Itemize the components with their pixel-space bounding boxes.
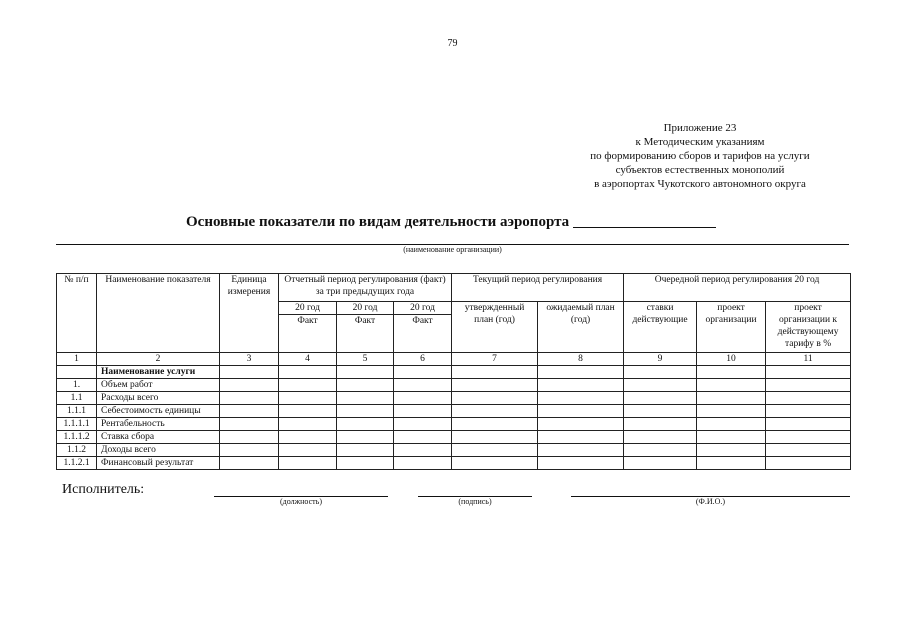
row-code: 1.	[57, 379, 97, 392]
table-row	[57, 431, 851, 444]
appendix-line: субъектов естественных монополий	[615, 164, 785, 176]
table-cell	[394, 418, 452, 431]
table-cell	[624, 418, 697, 431]
row-code: 1.1	[57, 392, 97, 405]
appendix-line: Приложение 23	[663, 122, 737, 134]
table-cell	[337, 444, 394, 457]
position-caption: (должность)	[280, 497, 322, 506]
table-cell	[624, 379, 697, 392]
header-name: Наименование показателя	[97, 274, 220, 353]
table-cell	[220, 418, 279, 431]
table-cell	[452, 379, 538, 392]
table-cell	[279, 418, 337, 431]
appendix-line: по формированию сборов и тарифов на услуги	[590, 150, 810, 162]
header-year-3: 20 год	[394, 302, 452, 315]
table-cell	[394, 405, 452, 418]
row-code: 1.1.2.1	[57, 457, 97, 470]
executor-label: Исполнитель:	[62, 482, 145, 497]
column-number: 10	[697, 353, 766, 366]
page-number: 79	[447, 38, 458, 49]
row-indicator-name: Доходы всего	[97, 444, 220, 457]
table-row	[57, 418, 851, 431]
table-cell	[452, 418, 538, 431]
table-cell	[624, 431, 697, 444]
table-cell	[337, 379, 394, 392]
column-number: 11	[766, 353, 851, 366]
table-row	[57, 392, 851, 405]
table-cell	[337, 431, 394, 444]
organization-name-caption: (наименование организации)	[403, 245, 502, 254]
table-cell	[279, 379, 337, 392]
table-cell	[538, 405, 624, 418]
table-cell	[766, 405, 851, 418]
table-cell	[279, 444, 337, 457]
table-row	[57, 366, 851, 379]
airport-name-blank	[573, 213, 716, 228]
table-cell	[697, 457, 766, 470]
table-cell	[452, 405, 538, 418]
header-org-project: проект организации	[697, 302, 766, 353]
table-cell	[220, 457, 279, 470]
table-cell	[766, 418, 851, 431]
row-indicator-name: Объем работ	[97, 379, 220, 392]
table-cell	[337, 418, 394, 431]
column-number: 9	[624, 353, 697, 366]
header-fact-3: Факт	[394, 315, 452, 353]
table-cell	[394, 379, 452, 392]
indicators-table	[56, 273, 851, 470]
table-cell	[538, 457, 624, 470]
header-expected-plan: ожидаемый план (год)	[538, 302, 624, 353]
header-current-period: Текущий период регулирования	[452, 274, 624, 302]
row-indicator-name: Расходы всего	[97, 392, 220, 405]
table-cell	[220, 444, 279, 457]
table-cell	[337, 366, 394, 379]
table-cell	[697, 405, 766, 418]
table-cell	[697, 379, 766, 392]
table-cell	[697, 444, 766, 457]
table-cell	[697, 418, 766, 431]
header-year-2: 20 год	[337, 302, 394, 315]
table-cell	[394, 392, 452, 405]
signature-caption: (подпись)	[458, 497, 492, 506]
table-cell	[624, 457, 697, 470]
row-indicator-name: Ставка сбора	[97, 431, 220, 444]
column-number: 4	[279, 353, 337, 366]
table-cell	[766, 379, 851, 392]
table-cell	[697, 392, 766, 405]
table-cell	[337, 405, 394, 418]
table-row	[57, 379, 851, 392]
table-cell	[220, 366, 279, 379]
table-cell	[538, 366, 624, 379]
table-cell	[220, 431, 279, 444]
table-cell	[279, 366, 337, 379]
header-num: № п/п	[57, 274, 97, 353]
table-cell	[452, 444, 538, 457]
table-cell	[452, 392, 538, 405]
table-cell	[538, 392, 624, 405]
column-number: 7	[452, 353, 538, 366]
header-year-1: 20 год	[279, 302, 337, 315]
table-cell	[697, 431, 766, 444]
header-fact-1: Факт	[279, 315, 337, 353]
appendix-line: к Методическим указаниям	[635, 136, 765, 148]
table-cell	[766, 431, 851, 444]
table-cell	[394, 366, 452, 379]
table-cell	[337, 457, 394, 470]
table-cell	[538, 431, 624, 444]
table-cell	[624, 366, 697, 379]
table-cell	[624, 392, 697, 405]
table-cell	[279, 431, 337, 444]
table-cell	[624, 405, 697, 418]
table-cell	[220, 392, 279, 405]
row-code	[57, 366, 97, 379]
row-code: 1.1.1	[57, 405, 97, 418]
table-cell	[766, 444, 851, 457]
table-row	[57, 405, 851, 418]
table-cell	[394, 457, 452, 470]
table-cell	[452, 431, 538, 444]
header-unit: Единица измерения	[220, 274, 279, 353]
row-indicator-name: Себестоимость единицы	[97, 405, 220, 418]
table-row	[57, 457, 851, 470]
column-number: 1	[57, 353, 97, 366]
table-cell	[538, 444, 624, 457]
appendix-line: в аэропортах Чукотского автономного округа	[594, 178, 806, 190]
table-cell	[538, 379, 624, 392]
table-cell	[766, 366, 851, 379]
column-number: 8	[538, 353, 624, 366]
table-cell	[452, 457, 538, 470]
document-title	[186, 213, 716, 231]
table-cell	[452, 366, 538, 379]
row-indicator-name: Наименование услуги	[97, 366, 220, 379]
table-cell	[279, 392, 337, 405]
table-cell	[220, 405, 279, 418]
column-number: 5	[337, 353, 394, 366]
table-cell	[697, 366, 766, 379]
row-indicator-name: Финансовый результат	[97, 457, 220, 470]
table-cell	[279, 405, 337, 418]
table-cell	[766, 457, 851, 470]
header-current-rates: ставки действующие	[624, 302, 697, 353]
table-cell	[624, 444, 697, 457]
row-indicator-name: Рентабельность	[97, 418, 220, 431]
table-cell	[766, 392, 851, 405]
row-code: 1.1.1.2	[57, 431, 97, 444]
column-number: 3	[220, 353, 279, 366]
header-fact-2: Факт	[337, 315, 394, 353]
table-row	[57, 444, 851, 457]
header-next-period: Очередной период регулирования 20 год	[624, 274, 851, 302]
column-number: 6	[394, 353, 452, 366]
full-name-caption: (Ф.И.О.)	[695, 497, 726, 506]
table-cell	[394, 444, 452, 457]
header-approved-plan: утвержденный план (год)	[452, 302, 538, 353]
table-cell	[279, 457, 337, 470]
table-cell	[337, 392, 394, 405]
column-numbers-row	[57, 353, 851, 366]
table-cell	[394, 431, 452, 444]
header-reported-period: Отчетный период регулирования (факт) за три предыдущих года	[279, 274, 452, 302]
header-project-to-current: проект организации к действующему тарифу в %	[766, 302, 851, 353]
table-cell	[220, 379, 279, 392]
appendix-note	[540, 121, 860, 191]
row-code: 1.1.2	[57, 444, 97, 457]
table-cell	[538, 418, 624, 431]
document-title-text: Основные показатели по видам деятельности аэропорта	[186, 214, 570, 230]
column-number: 2	[97, 353, 220, 366]
row-code: 1.1.1.1	[57, 418, 97, 431]
